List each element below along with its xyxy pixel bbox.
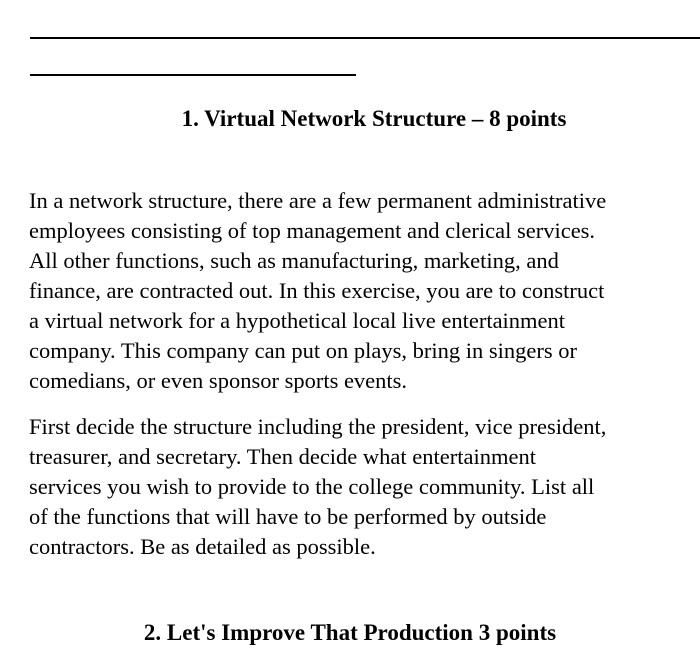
answer-line-2 <box>30 74 356 76</box>
next-section-heading-cutoff: 2. Let's Improve That Production 3 points <box>143 620 557 645</box>
paragraph-line: comedians, or even sponsor sports events. <box>29 368 408 393</box>
paragraph-line: First decide the structure including the president, vice president, <box>29 414 607 439</box>
paragraph-line: services you wish to provide to the college community. List all <box>29 474 595 499</box>
paragraph-line: a virtual network for a hypothetical local live entertainment <box>29 308 566 333</box>
paragraph-line: employees consisting of top management and clerical services. <box>29 218 596 243</box>
paragraph-line: All other functions, such as manufacturing, marketing, and <box>29 248 559 273</box>
answer-line-1 <box>30 37 700 39</box>
paragraph-line: of the functions that will have to be performed by outside <box>29 504 547 529</box>
paragraph-instructions <box>29 412 700 562</box>
section-heading: 1. Virtual Network Structure – 8 points <box>181 106 567 131</box>
paragraph-intro <box>29 186 700 396</box>
paragraph-line: treasurer, and secretary. Then decide what entertainment <box>29 444 536 469</box>
paragraph-line: company. This company can put on plays, bring in singers or <box>29 338 578 363</box>
paragraph-line: In a network structure, there are a few permanent administrative <box>29 188 607 213</box>
paragraph-line: contractors. Be as detailed as possible. <box>29 534 376 559</box>
paragraph-line: finance, are contracted out. In this exercise, you are to construct <box>29 278 605 303</box>
